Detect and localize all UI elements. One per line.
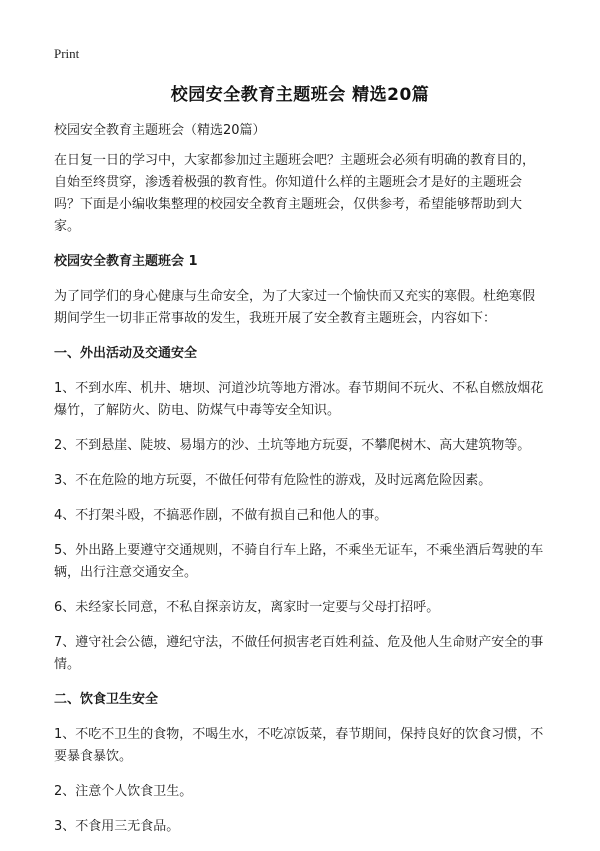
list-item: 6、未经家长同意，不私自探亲访友，离家时一定要与父母打招呼。 xyxy=(54,600,440,615)
list-item: 7、遵守社会公德，遵纪守法，不做任何损害老百姓利益、危及他人生命财产安全的事情。 xyxy=(54,635,544,672)
list-item: 2、注意个人饮食卫生。 xyxy=(54,784,193,799)
document-body xyxy=(54,120,546,851)
list-item: 4、不打架斗殴，不搞恶作剧，不做有损自己和他人的事。 xyxy=(54,508,388,523)
list-item: 2、不到悬崖、陡坡、易塌方的沙、土坑等地方玩耍，不攀爬树木、高大建筑物等。 xyxy=(54,438,531,453)
part2-heading: 二、饮食卫生安全 xyxy=(54,692,159,707)
list-item: 1、不到水库、机井、塘坝、河道沙坑等地方滑冰。春节期间不玩火、不私自燃放烟花爆竹，了解防火、防电、防煤气中毒等安全知识。 xyxy=(54,381,544,418)
list-item: 1、不吃不卫生的食物，不喝生水，不吃凉饭菜，春节期间，保持良好的饮食习惯，不要暴食暴饮。 xyxy=(54,727,544,764)
section-paragraph: 为了同学们的身心健康与生命安全，为了大家过一个愉快而又充实的寒假。杜绝寒假期间学生一切非正常事故的发生，我班开展了安全教育主题班会，内容如下： xyxy=(54,289,536,326)
list-item: 3、不在危险的地方玩耍，不做任何带有危险性的游戏，及时远离危险因素。 xyxy=(54,473,492,488)
document-title: 校园安全教育主题班会 精选20篇 xyxy=(170,85,430,105)
part1-heading: 一、外出活动及交通安全 xyxy=(54,346,198,361)
list-item: 5、外出路上要遵守交通规则，不骑自行车上路，不乘坐无证车，不乘坐酒后驾驶的车辆，出行注意交通安全。 xyxy=(54,543,544,580)
list-item: 3、不食用三无食品。 xyxy=(54,819,180,834)
print-label[interactable]: Print xyxy=(54,46,80,61)
intro-paragraph: 在日复一日的学习中，大家都参加过主题班会吧？主题班会必须有明确的教育目的，自始至终贯穿，渗透着极强的教育性。你知道什么样的主题班会才是好的主题班会吗？下面是小编收集整理的校园安全教育主题班会，仅供参考，希望能够帮助到大家。 xyxy=(54,153,536,234)
document-subtitle: 校园安全教育主题班会（精选20篇） xyxy=(54,123,266,138)
section-heading: 校园安全教育主题班会 1 xyxy=(54,254,198,269)
